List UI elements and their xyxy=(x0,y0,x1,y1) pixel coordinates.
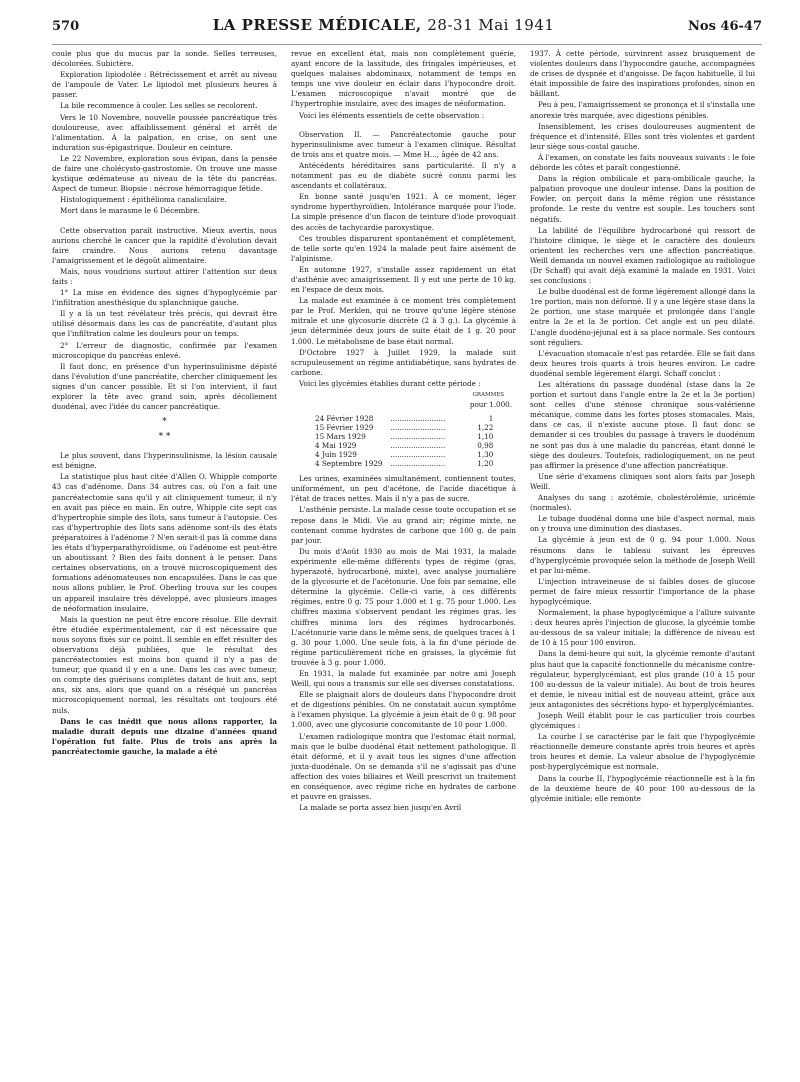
paragraph: Histologiquement : épithélioma canaliculaire. xyxy=(60,195,227,205)
glycemia-table-unit: GRAMMES xyxy=(472,392,504,398)
leader-dots: ........................ xyxy=(390,432,446,442)
text-columns xyxy=(52,49,762,814)
page-number: 570 xyxy=(52,19,80,34)
paragraph: * xyxy=(162,417,167,428)
glycemia-table-unit2: pour 1.000. xyxy=(469,400,512,410)
paragraph: Dans la courbe II, l'hypoglycémie réactionnelle est à la fin de la deuxième heure de 40 pour 100 au-dessous de la glycémie initiale; elle remonte xyxy=(530,773,755,803)
paragraph: En bonne santé jusqu'en 1921. À ce moment, léger syndrome hyperthyroïdien. Intolérance marquée pour l'iode. La simple présence d'un flacon de teinture d'iode provoquait des accès de tachycardie paroxystique. xyxy=(291,192,516,232)
column-3 xyxy=(530,49,755,814)
glycemia-date: 24 Février 1928 xyxy=(315,414,374,424)
paragraph: Mais la question ne peut être encore résolue. Elle devrait être étudiée expérimentalement, car il est nécessaire que nous soyons fixés sur ce point. Il semble en effet résulter des observations déjà publiées, que le résultat des pancréatectomies est moins bon quand il n'y a pas de tumeur, que quand il y en a une. Dans les cas avec tumeur, on compte des guérisons complètes datant de huit ans, sept ans, six ans, alors que quand on a réséqué un pancréas microscopiquement normal, les résultats ont toujours été nuls. xyxy=(52,614,277,715)
paragraph: Dans la demi-heure qui suit, la glycémie remonte d'autant plus haut que la capacité fonctionnelle du mécanisme contre-régulateur, hyperglycémiant, est plus grande (10 à 15 pour 100 au-dessus de la valeur initiale). Au bout de trois heures et demie, le niveau initial est de nouveau atteint, grâce aux jeux antagonistes des sécrétions hypo- et hyperglycémiantes. xyxy=(530,649,755,709)
glycemia-value: 1,22 xyxy=(477,423,494,433)
paragraph: La statistique plus haut citée d'Allen O. Whipple comporte 43 cas d'adénome. Dans 34 autres cas, où l'on a fait une pancréatectomie sans qu'il y ait cliniquement tumeur, il n'y en avait pas pièce en main. En outre, Whipple cite sept cas d'hypertrophie simple des îlots, sans tumeur à l'autopsie. Ces cas d'hypertrophie des îlots sans adénome sont-ils des états préparatoires à l'adénome ? N'en serait-il pas là comme dans les états d'hyperparathyroïdisme, où l'adénome est peut-être un aboutissant ? Bien des faits donnent à le penser. Dans certaines observations, on a trouvé microscopiquement des formations adénomateuses non encapsulées. Dans le cas que nous allons publier, le Prof. Oberling trouva sur les coupes un appareil insulaire très développé, avec plusieurs images de néoformation insulaire. xyxy=(52,472,277,613)
glycemia-value: 0,98 xyxy=(477,441,494,451)
leader-dots: ........................ xyxy=(390,450,446,460)
paragraph: L'injection intraveineuse de si faibles doses de glucose permet de faire mieux ressortir l'importance de la phase hypoglycémique. xyxy=(530,576,755,606)
paragraph: Le plus souvent, dans l'hyperinsulinisme, la lésion causale est bénigne. xyxy=(52,451,277,471)
journal-title xyxy=(213,16,555,34)
paragraph: Le bulbe duodénal est de forme légèrement allongé dans la 1re portion, mais non déformé. Il y a une légère stase dans la 2e portion, une stase marquée et prolongée dans l'angle entre la 2e et la 3e portion. Cet angle est un peu dilaté. L'angle duodéno-jéjunal est à sa place normale. Ses contours sont réguliers. xyxy=(530,287,755,347)
paragraph: L'asthénie persiste. La malade cesse toute occupation et se repose dans le Midi. Vie au grand air; régime mixte, ne contenant comme hydrates de carbone que 100 g. de pain par jour. xyxy=(291,505,516,545)
paragraph: Dans la région ombilicale et para-ombilicale gauche, la palpation provoque une douleur intense. Dans la position de Fowler, on perçoit dans la même région une résistance profonde. Le reste du ventre est souple. Les touchers sont négatifs. xyxy=(530,174,755,224)
paragraph: 1° La mise en évidence des signes d'hypoglycémie par l'infiltration anesthésique du splanchnique gauche. xyxy=(52,288,277,308)
glycemia-row xyxy=(311,459,497,468)
paragraph: Joseph Weill établit pour le cas particulier trois courbes glycémiques : xyxy=(530,711,755,731)
paragraph: Cette observation paraît instructive. Mieux avertis, nous aurions cherché le cancer que la rapidité d'évolution devait faire craindre. Nous aurions retenu davantage l'amaigrissement et le dégoût alimentaire. xyxy=(52,225,277,265)
paragraph: Ces troubles disparurent spontanément et complètement, de telle sorte qu'en 1924 la malade peut faire aisément de l'alpinisme. xyxy=(291,233,516,263)
paragraph: En automne 1927, s'installe assez rapidement un état d'asthénie avec amaigrissement. Il y eut une perte de 10 kg. en l'espace de deux mois. xyxy=(291,264,516,295)
leader-dots: ........................ xyxy=(390,414,446,424)
paragraph: Vers le 10 Novembre, nouvelle poussée pancréatique très douloureuse, avec affaiblissement général et arrêt de l'alimentation. À la palpation, en crise, on sent une induration sus-épigastrique. Douleur en ceinture. xyxy=(52,112,277,152)
journal-name: LA PRESSE MÉDICALE, xyxy=(212,16,422,34)
paragraph: Antécédents héréditaires sans particularité. Il n'y a notamment pas eu de diabète sucré connu parmi les ascendants et collatéraux. xyxy=(291,160,516,191)
leader-dots: ........................ xyxy=(390,423,446,433)
issue-number: Nos 46-47 xyxy=(688,19,762,34)
paragraph: coule plus que du mucus par la sonde. Selles terreuses, décolorées. Subictère. xyxy=(52,49,277,69)
paragraph: Mais, nous voudrions surtout attirer l'attention sur deux faits : xyxy=(52,266,277,286)
glycemia-date: 4 Septembre 1929 xyxy=(315,459,383,469)
leader-dots: ........................ xyxy=(390,459,446,469)
glycemia-date: 15 Mars 1929 xyxy=(315,432,366,442)
paragraph: Observation II. — Pancréatectomie gauche pour hyperinsulinisme avec tumeur à l'examen clinique. Résultat de trois ans et quatre mois. — Mme H..., âgée de 42 ans. xyxy=(291,129,516,159)
paragraph: Analyses du sang : azotémie, cholestérolémie, uricémie (normales). xyxy=(530,493,755,513)
paragraph: Peu à peu, l'amaigrissement se prononça et il s'installa une anorexie très marquée, avec digestions pénibles. xyxy=(530,100,755,120)
paragraph: 2° L'erreur de diagnostic, confirmée par l'examen microscopique du pancréas enlevé. xyxy=(52,340,277,360)
glycemia-row xyxy=(311,441,497,450)
paragraph: 1937. À cette période, survinrent assez brusquement de violentes douleurs dans l'hypocondre gauche, accompagnées de crises de dyspnée et d'angoisse. De façon habituelle, il lui était impossible de faire des inspirations profondes, sinon en bâillant. xyxy=(530,49,755,99)
paragraph: revue en excellent état, mais non complètement guérie, ayant encore de la lassitude, des fringales impérieuses, et quelques malaises abdominaux, notamment de temps en temps une vive douleur en éclair dans l'hypocondre droit. L'examen microscopique n'avait montré que de l'hypertrophie insulaire, avec des images de néoformation. xyxy=(291,49,516,109)
issue-date: 28-31 Mai 1941 xyxy=(427,16,555,34)
glycemia-date: 4 Mai 1929 xyxy=(315,441,357,451)
paragraph: Il faut donc, en présence d'un hyperinsulinisme dépisté dans l'évolution d'une pancréatite, chercher cliniquement les signes d'un cancer possible. Et si l'on intervient, il faut explorer la tête avec grand soin, après décollement duodénal, avec l'idée du cancer pancréatique. xyxy=(52,361,277,412)
paragraph: Le 22 Novembre, exploration sous évipan, dans la pensée de faire une cholécysto-gastrostomie. On trouve une masse kystique œdémateuse au niveau de la tête du pancréas. Aspect de tumeur. Biopsie : nécrose hémorragique fétide. xyxy=(52,153,277,194)
glycemia-table xyxy=(311,414,497,468)
paragraph: L'évacuation stomacale n'est pas retardée. Elle se fait dans deux heures trois quarts à trois heures environ. Le cadre duodénal semble légèrement élargi. Schaff conclut : xyxy=(530,348,755,378)
paragraph: Les altérations du passage duodénal (stase dans la 2e portion et surtout dans l'angle entre la 2e et la 3e portion) sont celles d'une sténose chronique sous-vatérienne mécanique, comme dans les fortes ptoses stomacales. Mais, dans ce cas, il n'existe aucune ptose. Il faut donc se demander si ces troubles du passage à travers le duodénum ne sont pas dus à une maladie du pancréas, étant donné le siège des douleurs. Toutefois, radiologiquement, on ne peut pas affirmer la présence d'une affection pancréatique. xyxy=(530,380,755,470)
paragraph: Voici les éléments essentiels de cette observation : xyxy=(299,110,485,120)
paragraph: Les urines, examinées simultanément, contiennent toutes, uniformément, un peu d'acétone, de l'acide diacétique à l'état de traces nettes. Mais il n'y a pas de sucre. xyxy=(291,474,516,504)
glycemia-date: 15 Février 1929 xyxy=(315,423,374,433)
paragraph: Elle se plaignait alors de douleurs dans l'hypocondre droit et de digestions pénibles. On ne constatait aucun symptôme à l'examen physique. La glycémie à jeun était de 0 g. 98 pour 1.000, avec une glycosurie concomitante de 10 pour 1.000. xyxy=(291,690,516,730)
paragraph: Mort dans le marasme le 6 Décembre. xyxy=(60,206,200,216)
paragraph: En 1931, la malade fut examinée par notre ami Joseph Weill, qui nous a transmis sur elle ses diverses constatations. xyxy=(291,668,516,689)
column-2 xyxy=(291,49,516,814)
paragraph: À l'examen, on constate les faits nouveaux suivants : le foie déborde les côtes et paraît congestionné. xyxy=(530,152,755,173)
paragraph: D'Octobre 1927 à Juillet 1929, la malade suit scrupuleusement un régime antidiabétique, sans hydrates de carbone. xyxy=(291,347,516,377)
paragraph: La courbe I se caractérise par le fait que l'hypoglycémie réactionnelle demeure constante après trois heures et après trois heures et demie. La valeur absolue de l'hypoglycémie post-hyperglycémique est normale. xyxy=(530,732,755,772)
glycemia-row xyxy=(311,432,497,441)
paragraph: Insensiblement, les crises douloureuses augmentent de fréquence et d'intensité. Elles sont très violentes et gardent leur siège sous-costal gauche. xyxy=(530,121,755,151)
paragraph: La bile recommence à couler. Les selles se recolorent. xyxy=(60,101,258,111)
glycemia-row xyxy=(311,450,497,459)
paragraph: L'examen radiologique montra que l'estomac était normal, mais que le bulbe duodénal était nettement pathologique. Il était déformé, et il y avait tous les signes d'une affection juxta-duodénale. On se demanda s'il ne s'agissait pas d'une affection des voies biliaires et Weill prescrivit un traitement en conséquence, avec régime riche en hydrates de carbone et pauvre en graisses. xyxy=(291,731,516,802)
paragraph: Du mois d'Août 1930 au mois de Mai 1931, la malade expérimente elle-même différents types de régime (gras, hyperazoté, hydrocarboné, mixte), avec analyse journalière de la glycosurie et de l'acétonurie. Une fois par semaine, elle détermine la glycémie. Celle-ci varie, à ces différents régimes, entre 0 g. 75 pour 1.000 et 1 g. 75 pour 1.000. Les chiffres maxima s'observent pendant les régimes gras, les chiffres minima lors des régimes hydrocarbonés. L'acétonurie varie dans le même sens, de quelques traces à 1 g. 30 pour 1.000. Une seule fois, à la fin d'une période de régime particulièrement riche en graisses, la glycémie fut trouvée à 3 g. pour 1.000. xyxy=(291,546,516,667)
glycemia-row xyxy=(311,414,497,423)
glycemia-value: 1,30 xyxy=(477,450,494,460)
column-1 xyxy=(52,49,277,814)
paragraph: La glycémie à jeun est de 0 g. 94 pour 1.000. Nous résumons dans le tableau suivant les épreuves d'hyperglycémie provoquée selon la méthode de Joseph Weill et par lui-même. xyxy=(530,535,755,575)
page-header xyxy=(52,16,762,45)
glycemia-value: 1 xyxy=(488,414,494,424)
paragraph: La malade est examinée à ce moment très complètement par le Prof. Merklen, qui ne trouve qu'une légère sténose mitrale et une glycosurie discrète (2 à 3 g.). La glycémie à jeun déterminée deux jours de suite était de 1 g. 20 pour 1.000. Le métabolisme de base était normal. xyxy=(291,296,516,346)
paragraph: Le tubage duodénal donna une bile d'aspect normal, mais on y trouva une diminution des diastases. xyxy=(530,514,755,534)
paragraph: La malade se porta assez bien jusqu'en Avril xyxy=(299,803,462,813)
paragraph: * * xyxy=(158,432,171,443)
glycemia-row xyxy=(311,423,497,432)
glycemia-date: 4 Juin 1929 xyxy=(315,450,357,460)
paragraph: Normalement, la phase hypoglycémique a l'allure suivante : deux heures après l'injection de glucose, la glycémie tombe au-dessous de sa valeur initiale; la différence de niveau est de 10 à 15 pour 100 environ. xyxy=(530,608,755,648)
leader-dots: ........................ xyxy=(390,441,446,451)
paragraph: La labilité de l'équilibre hydrocarboné qui ressort de l'histoire clinique, le siège et le caractère des douleurs orientent les recherches vers une affection pancréatique. Weill demanda un nouvel examen radiologique au radiologue (Dr Schaff) qui avait déjà examiné la malade en 1931. Voici ses conclusions : xyxy=(530,225,755,286)
paragraph: Dans le cas inédit que nous allons rapporter, la maladie durait depuis une dizaine d'années quand l'opération fut faite. Plus de trois ans après la pancréatectomie gauche, la malade a été xyxy=(52,716,277,756)
paragraph: Voici les glycémies établies durant cette période : xyxy=(299,378,481,388)
paragraph: Il y a là un test révélateur très précis, qui devrait être utilisé désormais dans les cas de pancréatite, d'autant plus que l'infiltration calme les douleurs pour un temps. xyxy=(52,309,277,339)
glycemia-value: 1,10 xyxy=(477,432,494,442)
glycemia-value: 1,20 xyxy=(477,459,494,469)
paragraph: Une série d'examens cliniques sont alors faits par Joseph Weill. xyxy=(530,471,755,491)
paragraph: Exploration lipiodolée : Rétrécissement et arrêt au niveau de l'ampoule de Vater. Le lipiodol met plusieurs heures à passer. xyxy=(52,70,277,100)
